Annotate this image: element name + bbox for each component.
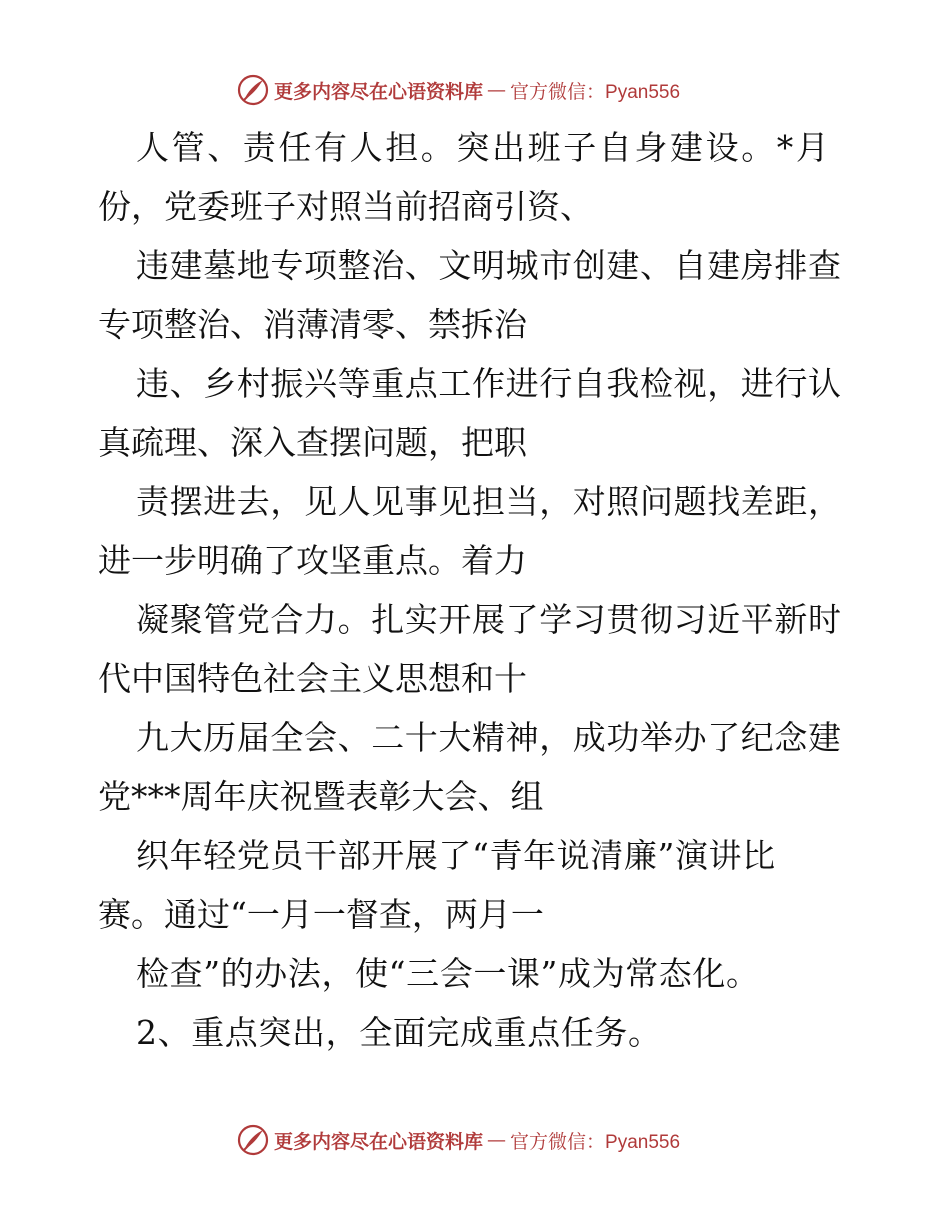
- text-line: 赛。通过“一月一督查，两月一: [98, 895, 544, 934]
- watermark-footer: [236, 1122, 680, 1158]
- text-line: 代中国特色社会主义思想和十: [98, 659, 527, 698]
- quill-logo-icon: [236, 1123, 270, 1157]
- text-line: 人管、责任有人担。突出班子自身建设。*月: [136, 128, 832, 167]
- text-line: 责摆进去，见人见事见担当，对照问题找差距，: [136, 482, 842, 521]
- text-line: 九大历届全会、二十大精神，成功举办了纪念建: [136, 718, 842, 757]
- watermark-dash: —: [487, 1129, 507, 1151]
- watermark-wechat-text: 官方微信：Pyan556: [510, 81, 681, 103]
- watermark-site-text: 更多内容尽在心语资料库: [274, 1130, 484, 1153]
- text-line: 违、乡村振兴等重点工作进行自我检视，进行认: [136, 364, 842, 403]
- quill-logo-icon: [236, 73, 270, 107]
- text-line: 份，党委班子对照当前招商引资、: [98, 187, 593, 226]
- text-line: 凝聚管党合力。扎实开展了学习贯彻习近平新时: [136, 600, 842, 639]
- text-line: 2、重点突出，全面完成重点任务。: [136, 1013, 662, 1052]
- text-line: 专项整治、消薄清零、禁拆治: [98, 305, 527, 344]
- text-line: 检查”的办法，使“三会一课”成为常态化。: [136, 954, 760, 993]
- text-line: 党***周年庆祝暨表彰大会、组: [98, 777, 544, 816]
- text-line: 织年轻党员干部开展了“青年说清廉”演讲比: [136, 836, 776, 875]
- text-line: 真疏理、深入查摆问题，把职: [98, 423, 527, 462]
- watermark-wechat-text: 官方微信：Pyan556: [510, 1131, 681, 1153]
- watermark-site-text: 更多内容尽在心语资料库: [274, 80, 484, 103]
- document-body: [98, 118, 858, 1062]
- watermark-dash: —: [487, 79, 507, 101]
- watermark-header: [236, 72, 680, 108]
- text-line: 进一步明确了攻坚重点。着力: [98, 541, 527, 580]
- text-line: 违建墓地专项整治、文明城市创建、自建房排查: [136, 246, 842, 285]
